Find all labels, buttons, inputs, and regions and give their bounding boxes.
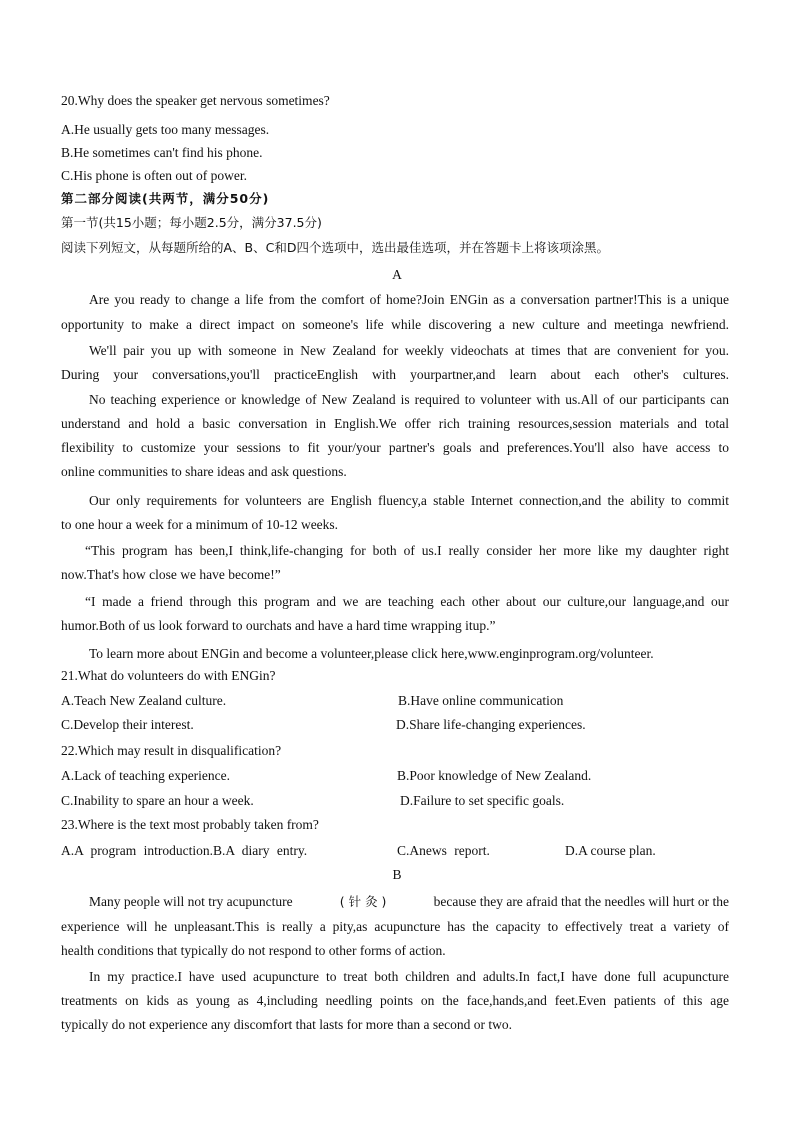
q21-option-c: C.Develop their interest. — [61, 717, 194, 732]
passage-a-link-line: To learn more about ENGin and become a volunteer,please click here,www.enginprogram.org/volunteer. — [89, 646, 654, 661]
passage-b-p1-line2: experience will he unpleasant.This is really a pity,as acupuncture has the capacity to effectively treat a variety of — [61, 919, 729, 934]
passage-a-p4-line2: to one hour a week for a minimum of 10-12 weeks. — [61, 517, 339, 532]
passage-a-p4-line1: Our only requirements for volunteers are English fluency,a stable Internet connection,and the ability to commit — [89, 493, 729, 508]
passage-b-p1-line1 — [89, 893, 729, 911]
q22-stem: 22.Which may result in disqualification? — [61, 743, 282, 758]
part2-section1: 第一节(共15小题；每小题2.5分，满分37.5分) — [61, 215, 322, 230]
passage-a-p3-line4: online communities to share ideas and ask questions. — [61, 464, 347, 479]
passage-b-p1-line1-start: Many people will not try acupuncture — [89, 894, 293, 909]
part2-instruction: 阅读下列短文，从每题所给的A、B、C和D四个选项中，选出最佳选项，并在答题卡上将该项涂黑。 — [61, 240, 609, 255]
q22-option-a: A.Lack of teaching experience. — [61, 768, 231, 783]
q21-option-a: A.Teach New Zealand culture. — [61, 693, 227, 708]
passage-b-p1-line1-end: because they are afraid that the needles will hurt or the — [433, 894, 729, 909]
passage-b-p2-line1: In my practice.I have used acupuncture to treat both children and adults.In fact,I have done full acupuncture — [89, 969, 729, 984]
q20-option-c: C.His phone is often out of power. — [61, 168, 247, 183]
q21-option-d: D.Share life-changing experiences. — [396, 717, 586, 732]
acupuncture-chinese-gloss: ( 针 灸 ) — [339, 894, 387, 909]
q23-stem: 23.Where is the text most probably taken from? — [61, 817, 319, 832]
q21-option-b: B.Have online communication — [398, 693, 564, 708]
q22-option-d: D.Failure to set specific goals. — [400, 793, 565, 808]
q23-options-ab: A.A program introduction.B.A diary entry. — [61, 843, 308, 858]
passage-b-label: B — [392, 867, 402, 882]
part2-heading: 第二部分阅读(共两节，满分50分) — [61, 191, 270, 206]
passage-a-p2-line1: We'll pair you up with someone in New Zealand for weekly videochats at times that are convenient for you. — [89, 343, 729, 358]
passage-b-p1-line3: health conditions that typically do not respond to other forms of action. — [61, 943, 446, 958]
q21-stem: 21.What do volunteers do with ENGin? — [61, 668, 276, 683]
q22-option-c: C.Inability to spare an hour a week. — [61, 793, 254, 808]
q23-option-c: C.Anews report. — [397, 843, 490, 858]
passage-a-p3-line2: understand and hold a basic conversation in English.We offer rich training resources,session materials and total — [61, 416, 729, 431]
passage-a-quote2-line1: “I made a friend through this program and we are teaching each other about our culture,our language,and our — [85, 594, 729, 609]
passage-a-p2-line2: During your conversations,you'll practiceEnglish with yourpartner,and learn about each other's cultures. — [61, 367, 729, 382]
q20-stem: 20.Why does the speaker get nervous sometimes? — [61, 93, 330, 108]
passage-a-label: A — [392, 267, 402, 282]
passage-a-quote1-line2: now.That's how close we have become!” — [61, 567, 281, 582]
passage-a-p3-line3: flexibility to customize your sessions to fit your/your partner's goals and preferences.You'll also have access to — [61, 440, 729, 455]
q20-option-b: B.He sometimes can't find his phone. — [61, 145, 263, 160]
q20-option-a: A.He usually gets too many messages. — [61, 122, 270, 137]
passage-a-p3-line1: No teaching experience or knowledge of New Zealand is required to volunteer with us.All of our participants can — [89, 392, 729, 407]
q23-option-d: D.A course plan. — [565, 843, 656, 858]
passage-b-p2-line3: typically do not experience any discomfort that lasts for more than a second or two. — [61, 1017, 512, 1032]
passage-b-p2-line2: treatments on kids as young as 4,including needling points on the face,hands,and feet.Even patients of this age — [61, 993, 729, 1008]
passage-a-p1-line1: Are you ready to change a life from the comfort of home?Join ENGin as a conversation partner!This is a unique — [89, 292, 729, 307]
passage-a-quote2-line2: humor.Both of us look forward to ourchats and have a hard time wrapping itup.” — [61, 618, 496, 633]
passage-a-quote1-line1: “This program has been,I think,life-changing for both of us.I really consider her more like my daughter right — [85, 543, 729, 558]
passage-a-p1-line2: opportunity to make a direct impact on someone's life while discovering a new culture and meetinga newfriend. — [61, 317, 729, 332]
q22-option-b: B.Poor knowledge of New Zealand. — [397, 768, 592, 783]
